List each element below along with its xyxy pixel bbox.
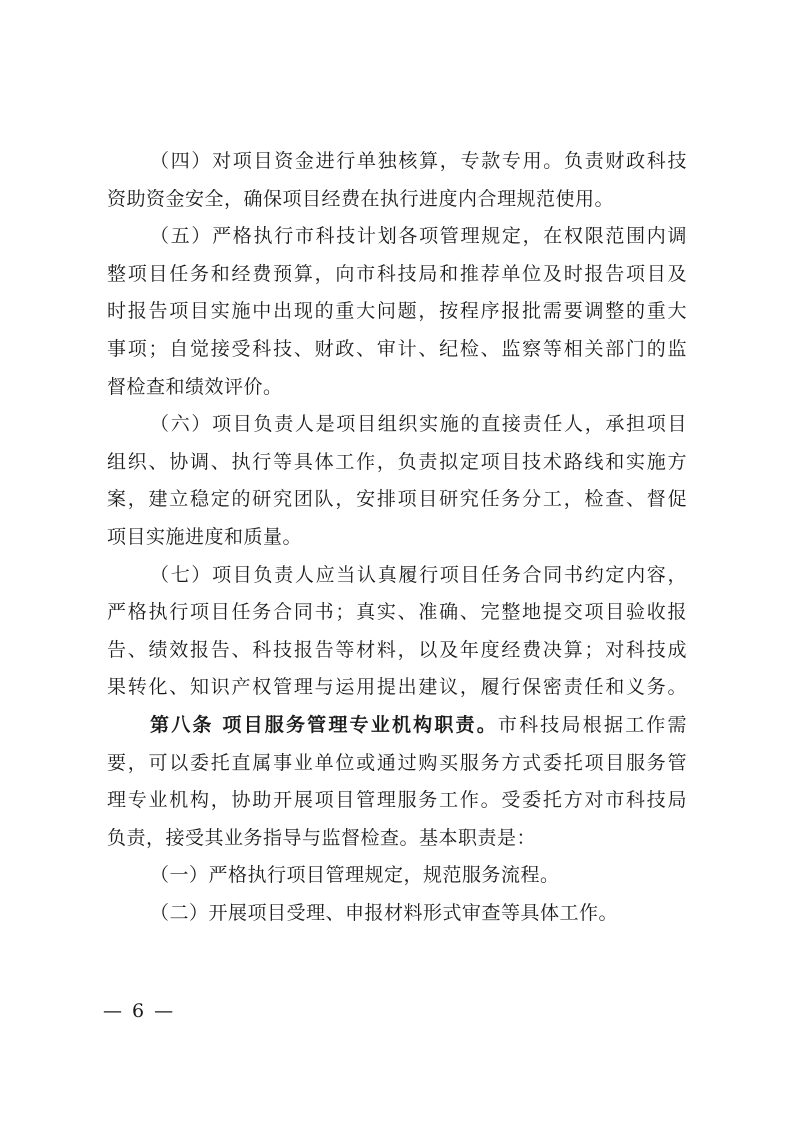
paragraph-line: 事项；自觉接受科技、财政、审计、纪检、监察等相关部门的监 — [107, 337, 687, 360]
paragraph-line: 时报告项目实施中出现的重大问题，按程序报批需要调整的重大 — [107, 300, 687, 323]
paragraph-item-2 — [107, 895, 687, 933]
paragraph-item-4 — [107, 143, 687, 218]
paragraph-line: 要，可以委托直属事业单位或通过购买服务方式委托项目服务管 — [107, 751, 687, 774]
paragraph-line: （四）对项目资金进行单独核算，专款专用。负责财政科技 — [150, 150, 687, 172]
paragraph-item-7 — [107, 557, 687, 707]
paragraph-line: 整项目任务和经费预算，向市科技局和推荐单位及时报告项目及 — [107, 262, 687, 285]
paragraph-line: 告、绩效报告、科技报告等材料，以及年度经费决算；对科技成 — [107, 638, 687, 661]
paragraph-line: 严格执行项目任务合同书；真实、准确、完整地提交项目验收报 — [107, 601, 687, 624]
article-heading: 第八条 项目服务管理专业机构职责。 — [150, 713, 498, 736]
paragraph-line: 督检查和绩效评价。 — [107, 375, 283, 398]
article-heading-continuation: 市科技局根据工作需 — [497, 713, 687, 736]
paragraph-line: 项目实施进度和质量。 — [107, 525, 303, 548]
article-8 — [107, 707, 687, 857]
paragraph-line — [150, 707, 687, 745]
paragraph-line: 果转化、知识产权管理与运用提出建议，履行保密责任和义务。 — [107, 676, 687, 699]
paragraph-line: （七）项目负责人应当认真履行项目任务合同书约定内容， — [150, 563, 687, 586]
paragraph-line: 资助资金安全，确保项目经费在执行进度内合理规范使用。 — [107, 187, 615, 210]
paragraph-item-5 — [107, 218, 687, 406]
document-body — [107, 143, 687, 932]
paragraph-item-6 — [107, 406, 687, 556]
paragraph-line: 理专业机构，协助开展项目管理服务工作。受委托方对市科技局 — [107, 789, 687, 812]
paragraph-line: （六）项目负责人是项目组织实施的直接责任人，承担项目 — [150, 413, 687, 436]
paragraph-line: （一）严格执行项目管理规定，规范服务流程。 — [150, 864, 560, 887]
paragraph-line: 案，建立稳定的研究团队，安排项目研究任务分工，检查、督促 — [107, 488, 687, 511]
paragraph-line: （二）开展项目受理、申报材料形式审查等具体工作。 — [150, 901, 619, 924]
paragraph-line: （五）严格执行市科技计划各项管理规定，在权限范围内调 — [150, 225, 687, 248]
paragraph-item-1 — [107, 857, 687, 895]
paragraph-line: 组织、协调、执行等具体工作，负责拟定项目技术路线和实施方 — [107, 450, 687, 473]
paragraph-line: 负责，接受其业务指导与监督检查。基本职责是： — [107, 826, 537, 849]
page-number: — 6 — — [103, 1000, 176, 1022]
